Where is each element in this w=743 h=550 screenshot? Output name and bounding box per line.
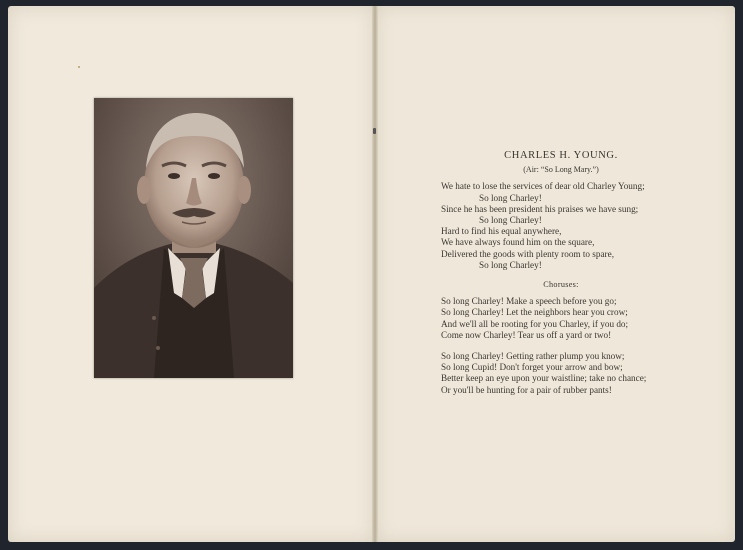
binding-staple [373,128,376,134]
song-air: (Air: “So Long Mary.”) [523,165,599,175]
chorus-line: So long Charley! Getting rather plump you know; [441,351,625,362]
chorus-line: Better keep an eye upon your waistline; take no chance; [441,373,647,384]
verse-line: Delivered the goods with plenty room to spare, [441,248,614,259]
verse-line: We have always found him on the square, [441,237,595,248]
chorus-line: Come now Charley! Tear us off a yard or two! [441,329,612,340]
chorus-line: So long Charley! Make a speech before you go; [441,296,617,307]
chorus-one [441,296,681,341]
verse [441,181,681,271]
song-title: CHARLES H. YOUNG. [504,150,618,161]
portrait-photo [94,98,293,378]
paper-spot [78,66,80,68]
chorus-line: And we'll all be rooting for you Charley, if you do; [441,318,629,329]
verse-line: So long Charley! [479,215,542,226]
verse-line: So long Charley! [479,259,542,270]
verse-line: Since he has been president his praises we have sung; [441,203,639,214]
book-gutter [372,6,378,542]
verse-line: So long Charley! [479,192,542,203]
choruses-heading: Choruses: [543,280,579,290]
song-text [441,150,681,396]
verse-line: We hate to lose the services of dear old Charley Young; [441,181,645,192]
chorus-two [441,351,681,396]
chorus-line: So long Charley! Let the neighbors hear you crow; [441,307,628,318]
verse-line: Hard to find his equal anywhere, [441,226,562,237]
chorus-line: Or you'll be hunting for a pair of rubber pants! [441,384,612,395]
chorus-line: So long Cupid! Don't forget your arrow and bow; [441,362,623,373]
